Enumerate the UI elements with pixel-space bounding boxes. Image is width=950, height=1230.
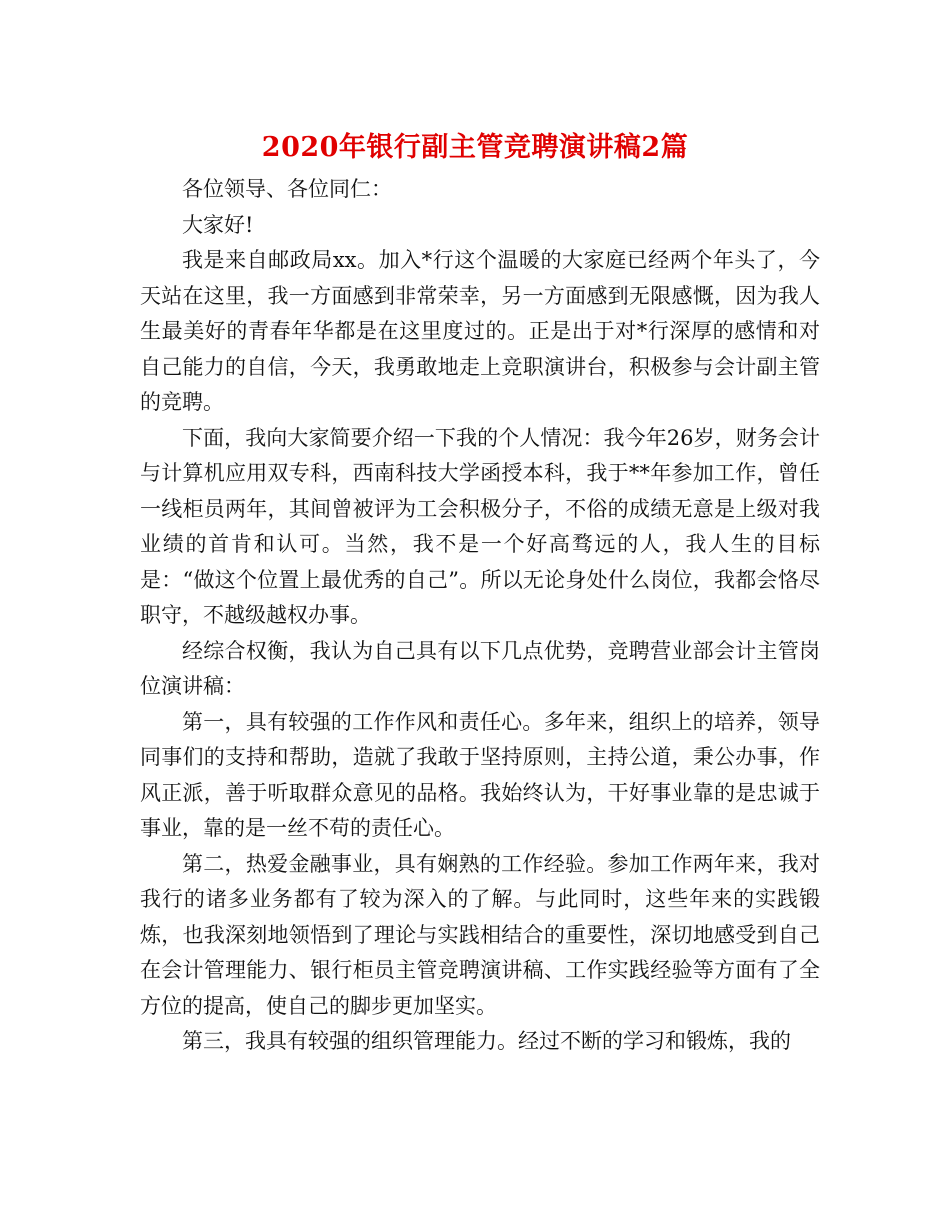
paragraph-point-two: 第二，热爱金融事业，具有娴熟的工作经验。参加工作两年来，我对我行的诸多业务都有了较为深入的了解。与此同时，这些年来的实践锻炼，也我深刻地领悟到了理论与实践相结合的重要性，深切地感受到自己在会计管理能力、银行柜员主管竞聘演讲稿、工作实践经验等方面有了全方位的提高，使自己的脚步更加坚实。 [140, 851, 820, 1018]
paragraph-personal-info: 下面，我向大家简要介绍一下我的个人情况：我今年26岁，财务会计与计算机应用双专科，西南科技大学函授本科，我于**年参加工作，曾任一线柜员两年，其间曾被评为工会积极分子，不俗的成绩无意是上级对我业绩的首肯和认可。当然，我不是一个好高骛远的人，我人生的目标是：“做这个位置上最优秀的自己”。所以无论身处什么岗位，我都会恪尽职守，不越级越权办事。 [140, 425, 820, 627]
document-title: 2020年银行副主管竞聘演讲稿2篇 [261, 132, 689, 163]
paragraph-greeting: 大家好! [182, 212, 254, 237]
paragraph-advantages-intro: 经综合权衡，我认为自己具有以下几点优势，竞聘营业部会计主管岗位演讲稿： [140, 638, 820, 698]
paragraph-salutation: 各位领导、各位同仁： [182, 177, 392, 201]
paragraph-point-one: 第一，具有较强的工作作风和责任心。多年来，组织上的培养，领导同事们的支持和帮助，造就了我敢于坚持原则，主持公道，秉公办事，作风正派，善于听取群众意见的品格。我始终认为，干好事业靠的是忠诚于事业，靠的是一丝不苟的责任心。 [140, 709, 820, 840]
document-body [140, 172, 820, 1060]
paragraph-introduction: 我是来自邮政局xx。加入*行这个温暖的大家庭已经两个年头了，今天站在这里，我一方面感到非常荣幸，另一方面感到无限感慨，因为我人生最美好的青春年华都是在这里度过的。正是出于对*行深厚的感情和对自己能力的自信，今天，我勇敢地走上竞职演讲台，积极参与会计副主管的竞聘。 [140, 248, 820, 414]
paragraph-point-three: 第三，我具有较强的组织管理能力。经过不断的学习和锻炼，我的 [182, 1029, 791, 1053]
